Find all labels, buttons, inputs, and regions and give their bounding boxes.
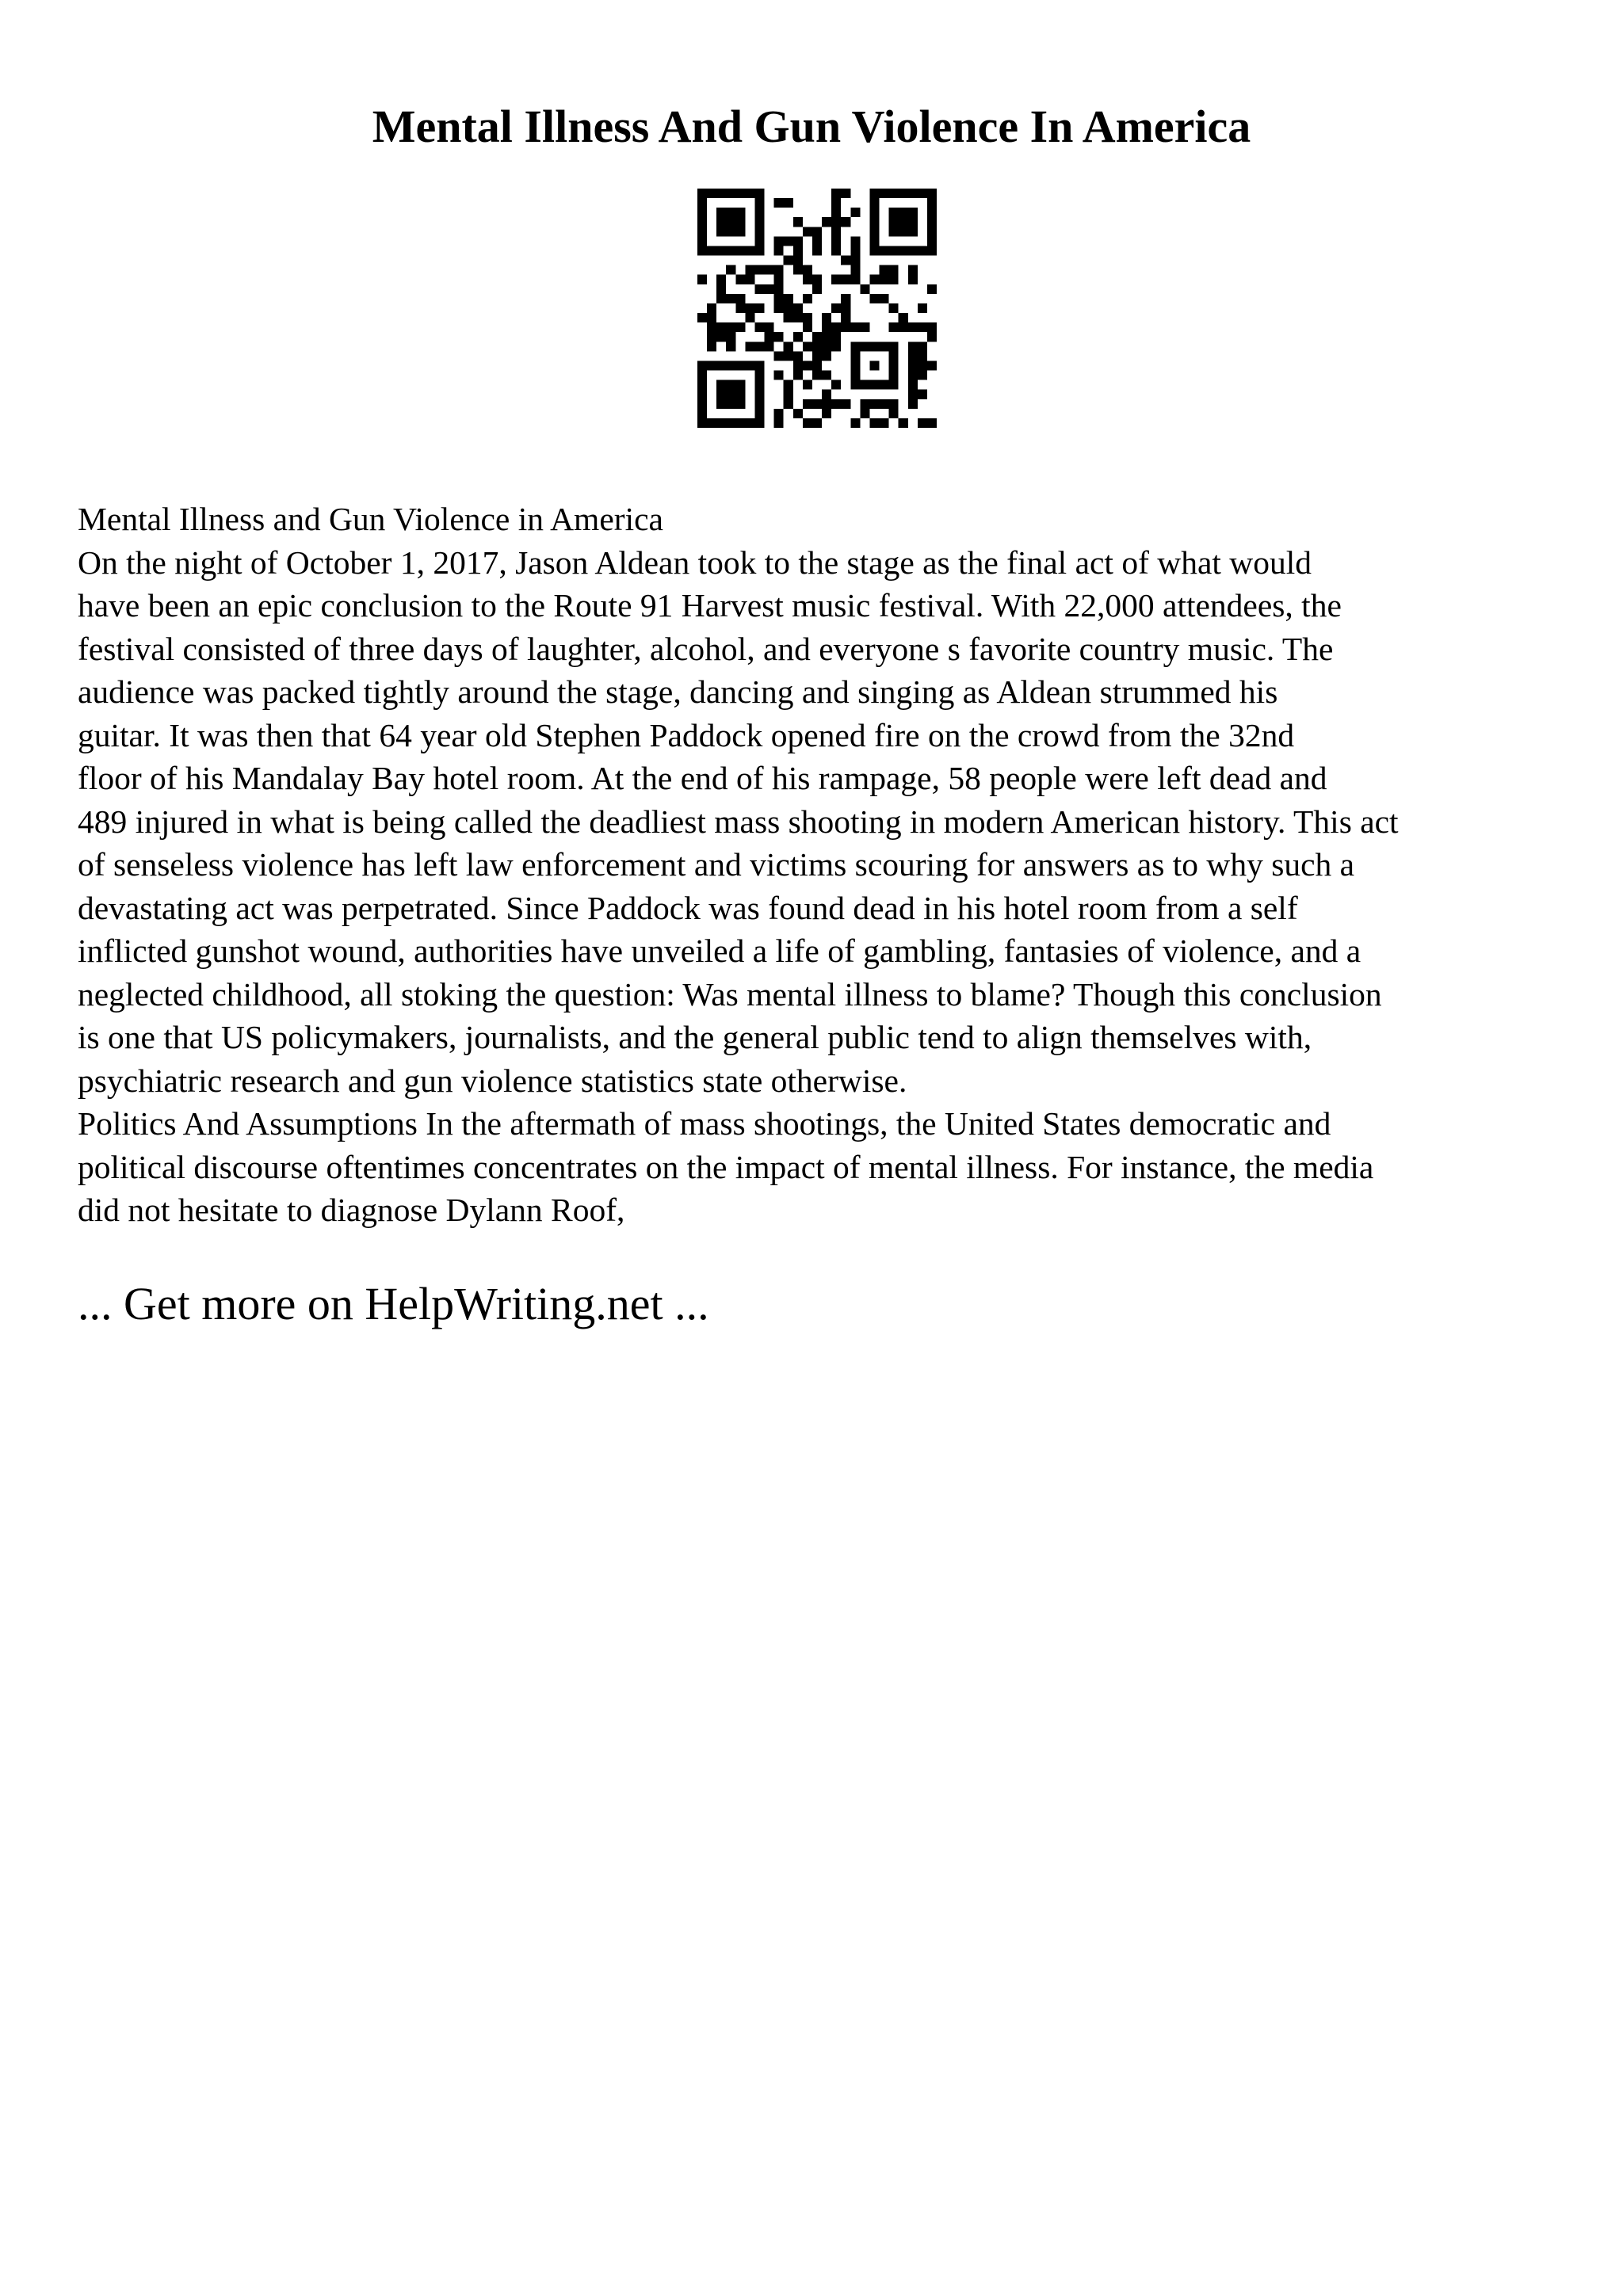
document-title: Mental Illness And Gun Violence In America — [372, 101, 1251, 152]
body-text-line: neglected childhood, all stoking the question: Was mental illness to blame? Though this conclusion — [78, 975, 1382, 1013]
qr-code-icon — [697, 189, 937, 428]
body-text-line: 489 injured in what is being called the deadliest mass shooting in modern American history. This act — [78, 803, 1399, 840]
body-text-line: political discourse oftentimes concentrates on the impact of mental illness. For instance, the media — [78, 1148, 1374, 1185]
get-more-link[interactable]: ... Get more on HelpWriting.net ... — [78, 1278, 709, 1329]
body-text-line: devastating act was perpetrated. Since Paddock was found dead in his hotel room from a self — [78, 889, 1298, 926]
body-text-line: festival consisted of three days of laughter, alcohol, and everyone s favorite country music. The — [78, 630, 1334, 667]
body-text-line: audience was packed tightly around the stage, dancing and singing as Aldean strummed his — [78, 673, 1278, 710]
body-text-line: On the night of October 1, 2017, Jason Aldean took to the stage as the final act of what would — [78, 543, 1312, 581]
body-text-line: did not hesitate to diagnose Dylann Roof, — [78, 1192, 625, 1228]
body-heading-line: Mental Illness and Gun Violence in America — [78, 501, 663, 537]
body-text-line: guitar. It was then that 64 year old Stephen Paddock opened fire on the crowd from the 32nd — [78, 716, 1295, 753]
body-text-line: floor of his Mandalay Bay hotel room. At the end of his rampage, 58 people were left dead and — [78, 760, 1327, 796]
body-text-line: inflicted gunshot wound, authorities have unveiled a life of gambling, fantasies of violence, and a — [78, 933, 1361, 969]
body-text-line: have been an epic conclusion to the Route 91 Harvest music festival. With 22,000 attendees, the — [78, 587, 1342, 624]
document-body — [78, 498, 1568, 1232]
body-text-line: is one that US policymakers, journalists, and the general public tend to align themselves with, — [78, 1019, 1312, 1055]
body-text-line: psychiatric research and gun violence statistics state otherwise. — [78, 1062, 907, 1099]
body-text-line: Politics And Assumptions In the aftermath of mass shootings, the United States democratic and — [78, 1105, 1331, 1142]
body-text-line: of senseless violence has left law enforcement and victims scouring for answers as to why such a — [78, 846, 1355, 883]
